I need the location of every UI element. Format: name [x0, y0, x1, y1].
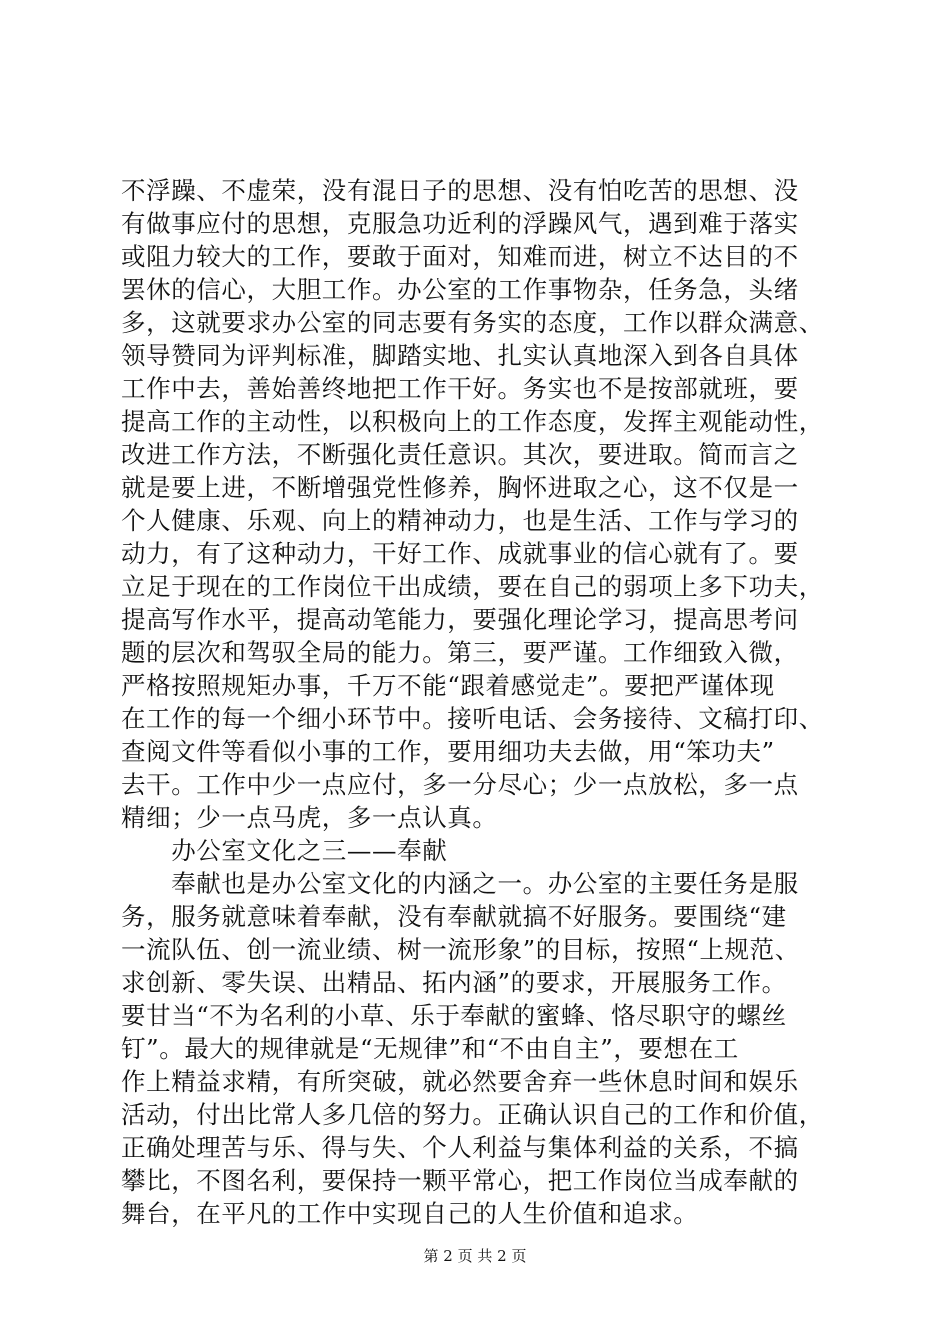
text-line: 攀比，不图名利，要保持一颗平常心，把工作岗位当成奉献的 — [121, 1166, 799, 1195]
text-line: 正确处理苦与乐、得与失、个人利益与集体利益的关系，不搞 — [121, 1133, 799, 1162]
text-line: 查阅文件等看似小事的工作，要用细功夫去做，用“笨功夫” — [121, 737, 775, 766]
text-line: 作上精益求精，有所突破，就必然要舍弃一些休息时间和娱乐 — [121, 1067, 799, 1096]
text-line: 题的层次和驾驭全局的能力。第三，要严谨。工作细致入微， — [121, 638, 799, 667]
text-line: 或阻力较大的工作，要敢于面对，知难而进，树立不达目的不 — [121, 242, 799, 271]
text-line: 不浮躁、不虚荣，没有混日子的思想、没有怕吃苦的思想、没 — [121, 176, 799, 205]
page-footer-number: 第 2 页 共 2 页 — [423, 1247, 527, 1265]
text-line: 工作中去，善始善终地把工作干好。务实也不是按部就班，要 — [121, 374, 799, 403]
text-line: 舞台，在平凡的工作中实现自己的人生价值和追求。 — [121, 1199, 699, 1228]
text-line: 动力，有了这种动力，干好工作、成就事业的信心就有了。要 — [121, 539, 799, 568]
text-line: 要甘当“不为名利的小草、乐于奉献的蜜蜂、恪尽职守的螺丝 — [121, 1001, 787, 1030]
text-line: 求创新、零失误、出精品、拓内涵”的要求，开展服务工作。 — [121, 968, 787, 997]
text-line: 就是要上进，不断增强党性修养，胸怀进取之心，这不仅是一 — [121, 473, 799, 502]
text-line: 立足于现在的工作岗位干出成绩，要在自己的弱项上多下功夫， — [121, 572, 824, 601]
text-line: 多，这就要求办公室的同志要有务实的态度，工作以群众满意、 — [121, 308, 824, 337]
text-line: 一流队伍、创一流业绩、树一流形象”的目标，按照“上规范、 — [121, 935, 800, 964]
text-line: 提高写作水平，提高动笔能力，要强化理论学习，提高思考问 — [121, 605, 799, 634]
text-line: 个人健康、乐观、向上的精神动力，也是生活、工作与学习的 — [121, 506, 799, 535]
text-line: 奉献也是办公室文化的内涵之一。办公室的主要任务是服 — [121, 869, 799, 898]
text-line: 严格按照规矩办事，千万不能“跟着感觉走”。要把严谨体现 — [121, 671, 775, 700]
text-line: 活动，付出比常人多几倍的努力。正确认识自己的工作和价值， — [121, 1100, 824, 1129]
text-line: 罢休的信心，大胆工作。办公室的工作事物杂，任务急，头绪 — [121, 275, 799, 304]
text-line: 提高工作的主动性，以积极向上的工作态度，发挥主观能动性， — [121, 407, 824, 436]
text-line: 领导赞同为评判标准，脚踏实地、扎实认真地深入到各自具体 — [121, 341, 799, 370]
text-line: 改进工作方法，不断强化责任意识。其次，要进取。简而言之 — [121, 440, 799, 469]
text-line: 精细；少一点马虎，多一点认真。 — [121, 803, 498, 832]
text-line: 去干。工作中少一点应付，多一分尽心；少一点放松，多一点 — [121, 770, 799, 799]
text-line: 有做事应付的思想，克服急功近利的浮躁风气，遇到难于落实 — [121, 209, 799, 238]
section-heading: 办公室文化之三——奉献 — [121, 836, 448, 865]
text-line: 钉”。最大的规律就是“无规律”和“不由自主”，要想在工 — [121, 1034, 739, 1063]
text-line: 在工作的每一个细小环节中。接听电话、会务接待、文稿打印、 — [121, 704, 824, 733]
text-line: 务，服务就意味着奉献，没有奉献就搞不好服务。要围绕“建 — [121, 902, 787, 931]
